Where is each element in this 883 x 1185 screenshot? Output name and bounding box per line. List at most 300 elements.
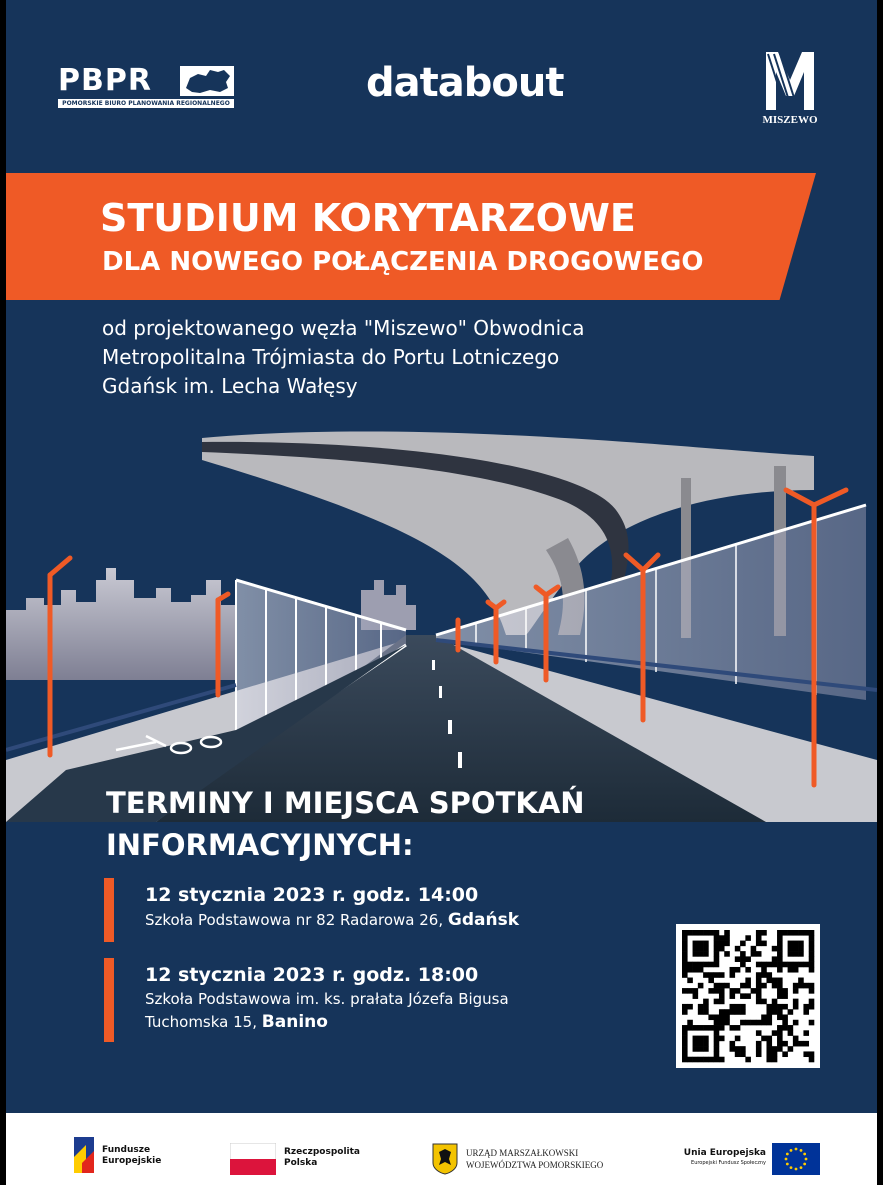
qr-module [730, 993, 736, 999]
qr-module [756, 988, 762, 994]
ue-line: Europejski Fundusz Społeczny [691, 1160, 766, 1166]
qr-module [782, 1020, 788, 1026]
qr-module [687, 967, 693, 973]
qr-module [682, 1036, 688, 1042]
eu-star [803, 1153, 806, 1156]
qr-module [809, 962, 815, 968]
qr-module [766, 1057, 772, 1063]
qr-module [719, 1020, 725, 1026]
qr-module [788, 946, 794, 952]
subtitle-line: Metropolitalna Trójmiasta do Portu Lotniczego [102, 345, 560, 369]
qr-module [766, 1041, 772, 1047]
qr-module [719, 1036, 725, 1042]
qr-module [714, 1014, 720, 1020]
subtitle-line: od projektowanego węzła "Miszewo" Obwodnica [102, 316, 585, 340]
qr-module [714, 1020, 720, 1026]
qr-module [708, 930, 714, 936]
qr-module [809, 1020, 815, 1026]
qr-module [782, 1025, 788, 1031]
qr-module [777, 956, 783, 962]
fundusze-line: Fundusze [102, 1145, 151, 1155]
qr-module [740, 956, 746, 962]
qr-module [761, 1036, 767, 1042]
qr-module [756, 1041, 762, 1047]
qr-module [809, 1057, 815, 1063]
qr-module [788, 1025, 794, 1031]
qr-module [730, 988, 736, 994]
qr-module [687, 1004, 693, 1010]
qr-module [793, 951, 799, 957]
eu-star [790, 1166, 793, 1169]
qr-module [772, 983, 778, 989]
qr-module [730, 1009, 736, 1015]
meeting-city: Gdańsk [447, 910, 520, 930]
qr-module [751, 1020, 757, 1026]
qr-module [772, 1046, 778, 1052]
qr-module [693, 1046, 699, 1052]
qr-module [714, 1025, 720, 1031]
qr-module [756, 1020, 762, 1026]
qr-module [766, 1046, 772, 1052]
qr-module [777, 983, 783, 989]
meeting-address-line-2 [145, 1012, 328, 1032]
qr-module [772, 978, 778, 984]
qr-module [740, 941, 746, 947]
qr-module [682, 951, 688, 957]
qr-module [708, 1057, 714, 1063]
qr-module [703, 946, 709, 952]
qr-module [703, 1004, 709, 1010]
qr-module [740, 983, 746, 989]
meeting-address: Szkoła Podstawowa im. ks. prałata Józefa Bigusa [145, 990, 509, 1008]
qr-module [740, 962, 746, 968]
qr-module [777, 978, 783, 984]
pomorskie-coat-of-arms-icon [432, 1143, 458, 1175]
qr-module [714, 930, 720, 936]
qr-module [719, 1057, 725, 1063]
qr-module [724, 1020, 730, 1026]
qr-module [772, 962, 778, 968]
qr-module [719, 972, 725, 978]
urzad-text [466, 1147, 603, 1171]
qr-module [730, 967, 736, 973]
qr-module [809, 935, 815, 941]
qr-module [777, 1046, 783, 1052]
eu-flag-icon [772, 1143, 820, 1175]
qr-module [735, 1051, 741, 1057]
qr-module [740, 1004, 746, 1010]
qr-module [682, 930, 688, 936]
poster [6, 0, 877, 1185]
eu-star [785, 1158, 788, 1161]
qr-module [698, 1057, 704, 1063]
qr-module [782, 993, 788, 999]
qr-module [682, 1057, 688, 1063]
meeting-city: Banino [261, 1012, 328, 1032]
qr-module [682, 1004, 688, 1010]
qr-module [745, 1020, 751, 1026]
qr-module [703, 1025, 709, 1031]
qr-module [788, 1030, 794, 1036]
qr-module [788, 967, 794, 973]
qr-module [772, 1030, 778, 1036]
qr-module [714, 935, 720, 941]
qr-module [756, 951, 762, 957]
qr-module [777, 1014, 783, 1020]
qr-module [756, 1046, 762, 1052]
qr-module [756, 1030, 762, 1036]
qr-module [798, 951, 804, 957]
ue-text [666, 1148, 766, 1167]
qr-module [719, 1009, 725, 1015]
qr-module [698, 1025, 704, 1031]
qr-module [687, 1025, 693, 1031]
eu-star [803, 1163, 806, 1166]
eu-star [786, 1163, 789, 1166]
qr-module [719, 988, 725, 994]
qr-module [761, 972, 767, 978]
qr-module [745, 935, 751, 941]
qr-module [682, 956, 688, 962]
qr-module [714, 1046, 720, 1052]
pomorskie-map-icon [180, 66, 234, 96]
qr-module [751, 951, 757, 957]
qr-module [682, 935, 688, 941]
eu-star [795, 1148, 798, 1151]
qr-module [777, 1025, 783, 1031]
qr-module [756, 930, 762, 936]
qr-module [756, 999, 762, 1005]
qr-module [777, 930, 783, 936]
meeting-address [145, 910, 519, 930]
qr-module [793, 941, 799, 947]
qr-module [698, 983, 704, 989]
qr-module [682, 1046, 688, 1052]
qr-module [698, 967, 704, 973]
qr-module [766, 1009, 772, 1015]
qr-module [793, 967, 799, 973]
qr-module [777, 993, 783, 999]
qr-module [809, 983, 815, 989]
meeting-accent-bar [104, 878, 114, 942]
qr-module [719, 999, 725, 1005]
qr-module [698, 1009, 704, 1015]
qr-module [809, 930, 815, 936]
qr-module [761, 930, 767, 936]
qr-module [766, 1051, 772, 1057]
qr-code[interactable] [676, 924, 820, 1068]
qr-module [698, 1036, 704, 1042]
qr-module [698, 962, 704, 968]
qr-module [735, 946, 741, 952]
meetings-heading [106, 782, 585, 866]
qr-module [719, 941, 725, 947]
qr-module [793, 1036, 799, 1042]
qr-module [703, 951, 709, 957]
qr-module [766, 962, 772, 968]
pbpr-logo [58, 64, 234, 110]
qr-module [693, 941, 699, 947]
eu-star [800, 1166, 803, 1169]
qr-module [761, 1014, 767, 1020]
qr-module [698, 946, 704, 952]
qr-module [798, 946, 804, 952]
qr-module [772, 1009, 778, 1015]
qr-module [788, 1046, 794, 1052]
qr-module [798, 930, 804, 936]
qr-module [687, 978, 693, 984]
qr-module [703, 1036, 709, 1042]
qr-module [766, 1020, 772, 1026]
polish-flag-icon [230, 1143, 276, 1175]
qr-module [698, 1004, 704, 1010]
qr-module [740, 1051, 746, 1057]
qr-module [803, 930, 809, 936]
qr-module [708, 972, 714, 978]
urzad-line: WOJEWÓDZTWA POMORSKIEGO [466, 1160, 604, 1170]
qr-module [724, 1014, 730, 1020]
qr-module [777, 1030, 783, 1036]
qr-module [793, 999, 799, 1005]
qr-module [756, 993, 762, 999]
qr-module [756, 941, 762, 947]
qr-module [809, 946, 815, 952]
qr-module [693, 930, 699, 936]
pbpr-logo-text: PBPR [58, 63, 152, 98]
qr-module [751, 988, 757, 994]
qr-module [730, 1025, 736, 1031]
eu-star [805, 1158, 808, 1161]
meeting-address-text: Szkoła Podstawowa nr 82 Radarowa 26, [145, 911, 444, 929]
page-title-line-2: DLA NOWEGO POŁĄCZENIA DROGOWEGO [102, 247, 704, 277]
qr-module [740, 1020, 746, 1026]
qr-module [708, 988, 714, 994]
qr-module [766, 978, 772, 984]
qr-module [724, 951, 730, 957]
qr-module [777, 1009, 783, 1015]
qr-module [719, 946, 725, 952]
fundusze-europejskie-logo [72, 1135, 96, 1175]
qr-module [782, 1041, 788, 1047]
qr-module [793, 930, 799, 936]
qr-module [693, 1057, 699, 1063]
qr-module [730, 972, 736, 978]
qr-module [809, 951, 815, 957]
qr-module [793, 1020, 799, 1026]
qr-module [777, 967, 783, 973]
qr-module [682, 1009, 688, 1015]
qr-module [745, 956, 751, 962]
qr-module [714, 941, 720, 947]
qr-module [693, 1041, 699, 1047]
qr-module [745, 978, 751, 984]
qr-module [714, 972, 720, 978]
qr-module [766, 1036, 772, 1042]
qr-module [756, 962, 762, 968]
qr-module [772, 1004, 778, 1010]
qr-module [798, 1041, 804, 1047]
rzeczpospolita-line: Rzeczpospolita [284, 1147, 360, 1157]
qr-module [745, 1057, 751, 1063]
page-title: STUDIUM KORYTARZOWE [100, 196, 636, 240]
qr-module [693, 1025, 699, 1031]
qr-module [798, 978, 804, 984]
miszewo-logo [758, 50, 822, 130]
subtitle-line: Gdańsk im. Lecha Wałęsy [102, 374, 358, 398]
qr-module [708, 1025, 714, 1031]
meeting-address-text: Tuchomska 15, [145, 1013, 257, 1031]
rzeczpospolita-line: Polska [284, 1158, 318, 1168]
qr-module [714, 988, 720, 994]
qr-module [756, 983, 762, 989]
qr-module [682, 1025, 688, 1031]
eu-star [795, 1168, 798, 1171]
qr-module [809, 988, 815, 994]
qr-module [693, 946, 699, 952]
qr-module [761, 983, 767, 989]
qr-module [777, 1041, 783, 1047]
qr-module [714, 1036, 720, 1042]
qr-module [745, 967, 751, 973]
qr-module [714, 1030, 720, 1036]
qr-module [735, 988, 741, 994]
qr-module [693, 988, 699, 994]
qr-module [714, 1041, 720, 1047]
qr-module [703, 941, 709, 947]
qr-module [682, 1041, 688, 1047]
qr-module [745, 983, 751, 989]
qr-module [687, 962, 693, 968]
qr-module [788, 962, 794, 968]
qr-module [793, 1004, 799, 1010]
fundusze-line: Europejskie [102, 1156, 162, 1166]
qr-module [693, 962, 699, 968]
qr-module [782, 988, 788, 994]
qr-module [809, 1004, 815, 1010]
qr-module [735, 1004, 741, 1010]
qr-module [714, 951, 720, 957]
qr-module [772, 956, 778, 962]
qr-module [682, 962, 688, 968]
qr-module [698, 941, 704, 947]
qr-module [803, 1051, 809, 1057]
qr-module [703, 930, 709, 936]
urzad-line: URZĄD MARSZAŁKOWSKI [466, 1148, 579, 1158]
qr-module [698, 951, 704, 957]
qr-module [756, 978, 762, 984]
qr-module [798, 983, 804, 989]
qr-module [793, 946, 799, 952]
qr-module [714, 983, 720, 989]
qr-module [809, 999, 815, 1005]
qr-module [682, 1051, 688, 1057]
qr-module [735, 1046, 741, 1052]
qr-module [761, 962, 767, 968]
qr-module [803, 983, 809, 989]
qr-module [719, 983, 725, 989]
qr-module [772, 1051, 778, 1057]
qr-module [809, 967, 815, 973]
qr-module [703, 1041, 709, 1047]
qr-module [793, 962, 799, 968]
qr-module [761, 941, 767, 947]
qr-module [724, 941, 730, 947]
qr-module [724, 935, 730, 941]
qr-module [714, 1057, 720, 1063]
qr-module [809, 1051, 815, 1057]
qr-module [693, 967, 699, 973]
qr-module [782, 1051, 788, 1057]
qr-module [777, 988, 783, 994]
qr-module [682, 972, 688, 978]
qr-module [793, 1041, 799, 1047]
qr-module [735, 1009, 741, 1015]
qr-module [788, 1009, 794, 1015]
qr-module [682, 1030, 688, 1036]
qr-module [703, 1057, 709, 1063]
qr-module [756, 935, 762, 941]
qr-module [693, 951, 699, 957]
qr-module [687, 930, 693, 936]
pbpr-logo-subtitle: POMORSKIE BIURO PLANOWANIA REGIONALNEGO [58, 99, 234, 108]
qr-module [803, 1041, 809, 1047]
miszewo-m-icon [764, 50, 816, 112]
qr-module [693, 1036, 699, 1042]
meeting-accent-bar [104, 958, 114, 1042]
qr-module [703, 962, 709, 968]
fundusze-text [102, 1145, 161, 1167]
databout-logo: databout [366, 60, 564, 106]
qr-module [703, 999, 709, 1005]
meeting-date: 12 stycznia 2023 r. godz. 14:00 [145, 884, 479, 906]
qr-module [798, 962, 804, 968]
qr-module [724, 1009, 730, 1015]
qr-module [740, 951, 746, 957]
qr-module [708, 978, 714, 984]
qr-module [745, 993, 751, 999]
qr-module [703, 1046, 709, 1052]
qr-module [730, 1046, 736, 1052]
qr-module [766, 1014, 772, 1020]
qr-module [782, 1004, 788, 1010]
qr-module [772, 999, 778, 1005]
qr-module [793, 988, 799, 994]
qr-module [735, 1025, 741, 1031]
eu-star [800, 1149, 803, 1152]
eu-star [790, 1149, 793, 1152]
qr-module [766, 972, 772, 978]
qr-module [719, 1025, 725, 1031]
qr-module [698, 930, 704, 936]
qr-module [761, 967, 767, 973]
qr-module [698, 1046, 704, 1052]
qr-module [682, 946, 688, 952]
subtitle [102, 314, 722, 401]
qr-module [761, 999, 767, 1005]
qr-module [740, 1046, 746, 1052]
qr-module [708, 962, 714, 968]
qr-module [735, 956, 741, 962]
qr-module [735, 1036, 741, 1042]
footer [6, 1113, 877, 1185]
qr-module [772, 1057, 778, 1063]
qr-module [719, 993, 725, 999]
qr-module [777, 951, 783, 957]
qr-module [777, 946, 783, 952]
qr-module [740, 993, 746, 999]
qr-module [793, 983, 799, 989]
qr-module [735, 967, 741, 973]
